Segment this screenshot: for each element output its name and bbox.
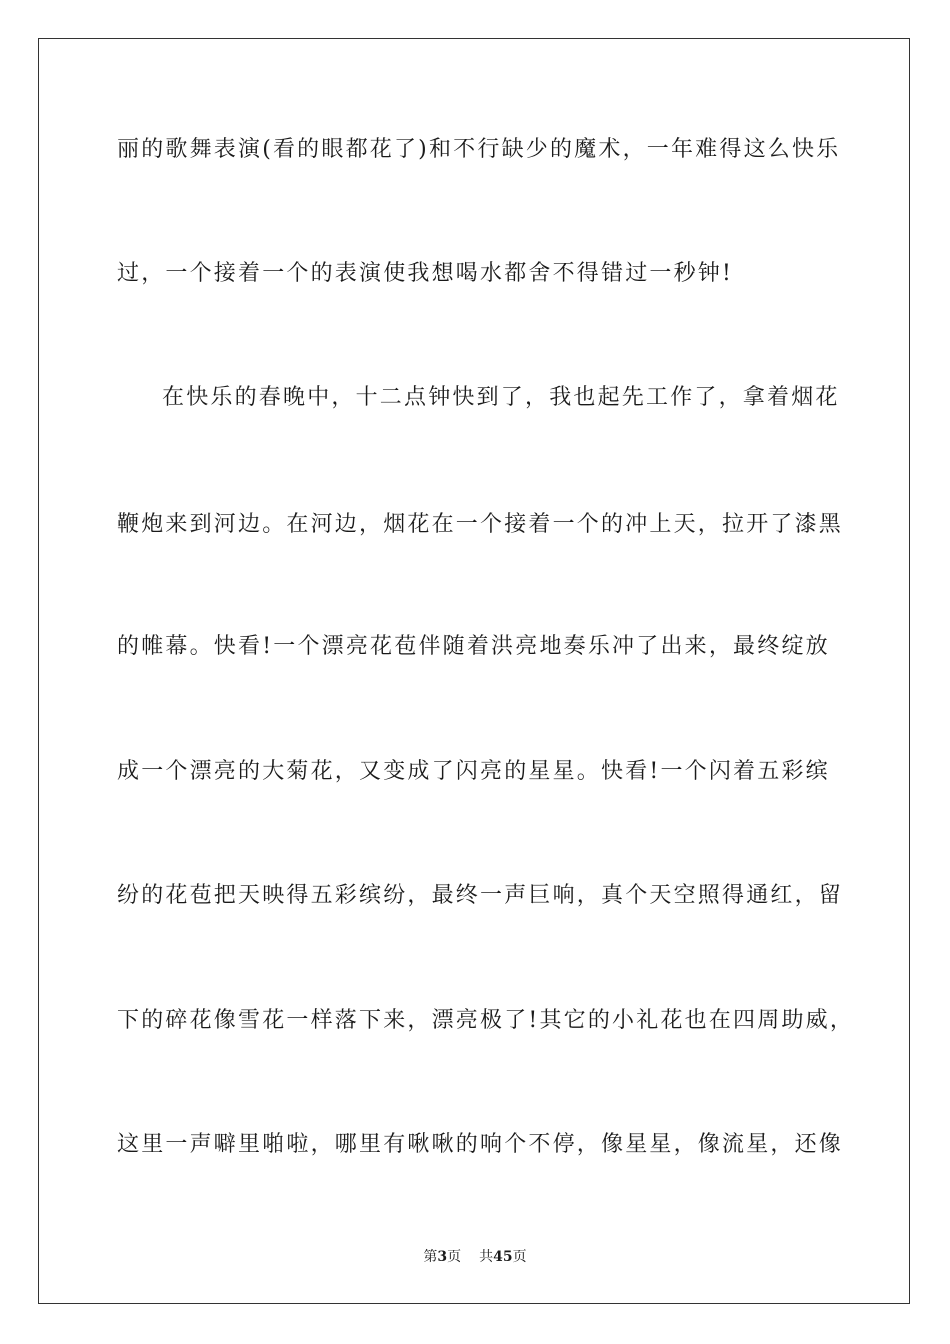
page-number: 3 [437, 1249, 448, 1265]
text-line-4: 鞭炮来到河边。在河边，烟花在一个接着一个的冲上天，拉开了漆黑 [117, 512, 844, 537]
text-line-2: 过，一个接着一个的表演使我想喝水都舍不得错过一秒钟! [117, 261, 734, 286]
text-line-3: 在快乐的春晚中，十二点钟快到了，我也起先工作了，拿着烟花 [162, 385, 840, 410]
total-label-prefix: 共 [479, 1249, 494, 1265]
page-label-suffix: 页 [447, 1249, 462, 1265]
text-line-8: 下的碎花像雪花一样落下来，漂亮极了!其它的小礼花也在四周助威， [117, 1008, 855, 1033]
text-line-5: 的帷幕。快看!一个漂亮花苞伴随着洪亮地奏乐冲了出来，最终绽放 [117, 634, 830, 659]
text-line-7: 纷的花苞把天映得五彩缤纷，最终一声巨响，真个天空照得通红，留 [117, 883, 844, 908]
text-line-9: 这里一声噼里啪啦，哪里有啾啾的响个不停，像星星，像流星，还像 [117, 1132, 844, 1157]
text-line-6: 成一个漂亮的大菊花，又变成了闪亮的星星。快看!一个闪着五彩缤 [117, 759, 830, 784]
total-label-suffix: 页 [512, 1249, 527, 1265]
page-label-prefix: 第 [423, 1249, 438, 1265]
page-border [38, 38, 910, 1304]
text-line-1: 丽的歌舞表演(看的眼都花了)和不行缺少的魔术，一年难得这么快乐 [117, 137, 841, 162]
page-footer [0, 1248, 950, 1266]
total-pages: 45 [493, 1249, 513, 1265]
